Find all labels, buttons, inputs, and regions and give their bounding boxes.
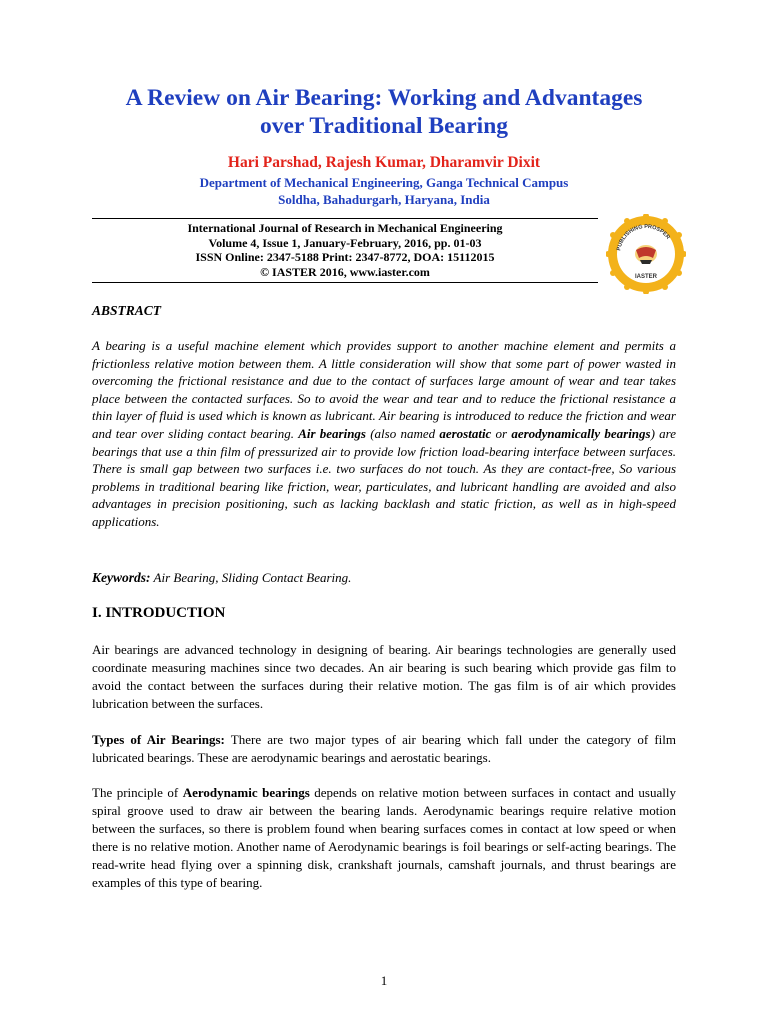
affiliation-line-1: Department of Mechanical Engineering, Ganga Technical Campus	[199, 175, 569, 190]
abstract-heading: ABSTRACT	[92, 303, 162, 318]
abstract-term: aerostatic	[439, 425, 492, 441]
types-text: There are two major types of air bearing which fall under the category of film lubricated bearings. These are aerodynamic bearings and aerostatic bearings.	[92, 732, 676, 765]
journal-issue: Volume 4, Issue 1, January-February, 2016, pp. 01-03	[208, 235, 482, 250]
keywords-label: Keywords:	[92, 570, 151, 585]
iaster-logo	[606, 214, 686, 294]
paper-title	[0, 84, 768, 140]
aero-text-start: The principle of	[92, 785, 183, 800]
abstract-text: A bearing is a useful machine element which provides support to another machine element and permits a frictionless relative motion between them. A little consideration will show that some part of power wasted in overcoming the frictional resistance and due to the contact of surfaces large amount of wear and tear takes place between the contacted surfaces. So to avoid the wear and tear and to reduce the frictional resistance a thin layer of fluid is used which is known as lubricant. Air bearing is introduced to reduce the friction and wear and tear over sliding contact bearing.	[92, 338, 676, 441]
logo-arc-text: PUBLISHING PROSPER	[616, 223, 671, 252]
abstract-term: aerodynamically bearings	[511, 425, 651, 441]
journal-name: International Journal of Research in Mechanical Engineering	[187, 221, 503, 235]
keywords-text: Air Bearing, Sliding Contact Bearing.	[150, 570, 352, 585]
intro-paragraph-1: Air bearings are advanced technology in designing of bearing. Air bearings technologies are generally used coordinate measuring machines since two decades. An air bearing is such bearing which provide gas film to avoid the contact between the surfaces during their relative motion. The gas film is of air which provides lubrication between the surfaces.	[92, 642, 676, 711]
affiliation	[0, 174, 768, 208]
intro-paragraph-2	[92, 731, 676, 767]
abstract-text: ) are bearings that use a thin film of pressurized air to provide low friction load-bearing interface between surfaces. There is small gap between two surfaces i.e. two surfaces do not touch. As they are contact-free, So various problems in traditional bearing like friction, wear, particulates, and lubricant handling are avoided and also advantages in precision positioning, such as lacking backlash and static friction, as well as in high-speed applications.	[92, 425, 676, 529]
header-rule-top	[92, 218, 598, 219]
abstract-text: or	[491, 425, 512, 441]
header-rule-bottom	[92, 282, 598, 283]
logo-name: IASTER	[634, 274, 658, 280]
aero-term: Aerodynamic bearings	[182, 785, 310, 800]
title-line-1: A Review on Air Bearing: Working and Advantages	[125, 85, 643, 111]
abstract-term: Air bearings	[298, 425, 366, 441]
abstract-text: (also named	[366, 425, 440, 441]
journal-copyright: © IASTER 2016, www.iaster.com	[260, 264, 430, 279]
keywords	[92, 570, 351, 586]
title-line-2: over Traditional Bearing	[259, 113, 509, 139]
journal-issn: ISSN Online: 2347-5188 Print: 2347-8772, DOA: 15112015	[195, 250, 495, 264]
types-label: Types of Air Bearings:	[92, 732, 225, 747]
aero-text: depends on relative motion between surfaces in contact and usually spiral groove used to draw air between the bearing lands. Aerodynamic bearings require relative motion between the surfaces, so there is problem found when bearing surfaces comes in contact at low speed or when there is no relative motion. Another name of Aerodynamic bearings is foil bearings or self-acting bearings. The read-write head flying over a spinning disk, crankshaft journals, camshaft journals, and thrust bearings are examples of this type of bearing.	[92, 785, 676, 890]
author-list: Hari Parshad, Rajesh Kumar, Dharamvir Dixit	[227, 154, 541, 171]
section-heading-introduction: I. INTRODUCTION	[92, 605, 226, 621]
intro-paragraph-3	[92, 784, 676, 891]
abstract-body	[92, 337, 676, 531]
page-number: 1	[380, 973, 388, 988]
affiliation-line-2: Soldha, Bahadurgarh, Haryana, India	[278, 192, 490, 207]
journal-info	[92, 221, 598, 279]
